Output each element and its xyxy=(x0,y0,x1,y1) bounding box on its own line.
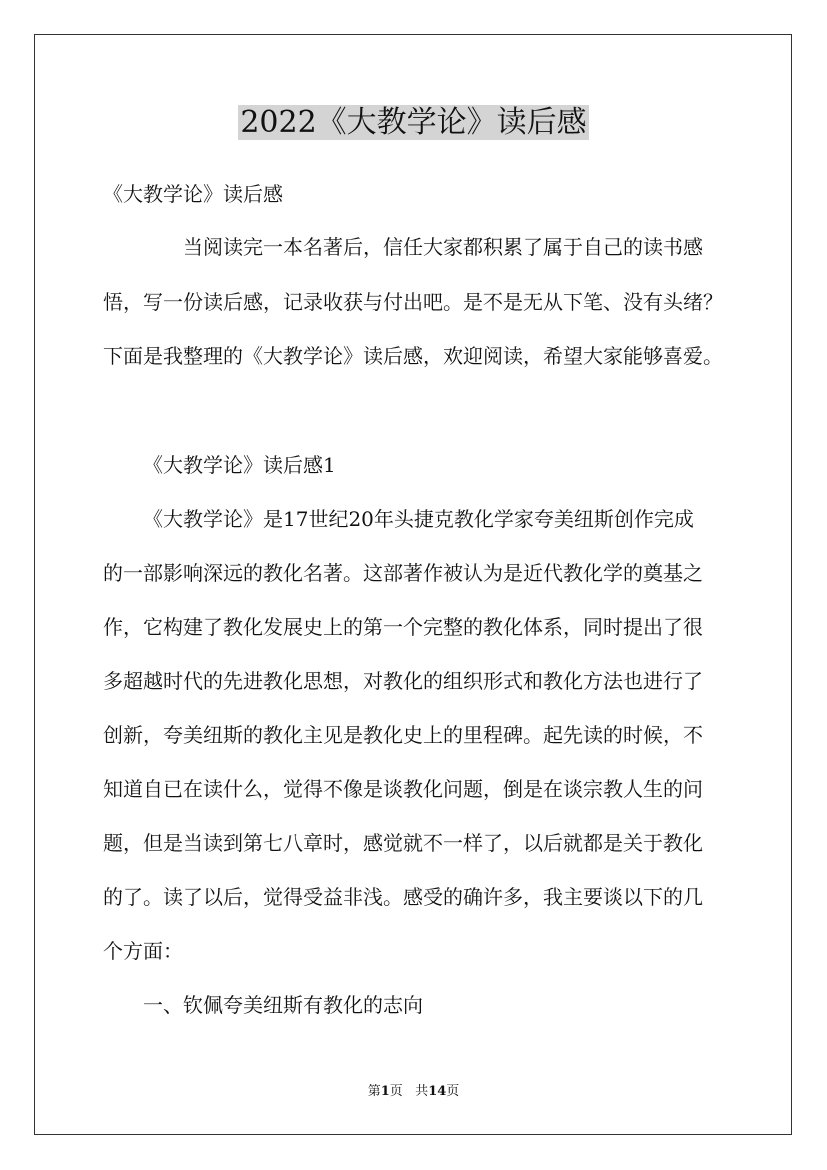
footer-total-pages: 14 xyxy=(428,1084,447,1099)
page-footer xyxy=(0,1083,827,1101)
footer-page-number: 1 xyxy=(380,1084,390,1099)
body-line: 创新，夸美纽斯的教化主见是教化史上的里程碑。起先读的时候，不 xyxy=(103,723,703,747)
body-line: 知道自已在读什么，觉得不像是谈教化问题，倒是在谈宗教人生的问 xyxy=(103,777,703,801)
footer-total-prefix: 共 xyxy=(415,1084,429,1099)
point-heading: 一、钦佩夸美纽斯有教化的志向 xyxy=(143,993,423,1017)
intro-line: 当阅读完一本名著后，信任大家都积累了属于自己的读书感 xyxy=(183,235,703,259)
body-line: 作，它构建了教化发展史上的第一个完整的教化体系，同时提出了很 xyxy=(103,615,703,639)
body-line: 的了。读了以后，觉得受益非浅。感受的确许多，我主要谈以下的几 xyxy=(103,885,703,909)
document-title-text: 2022《大教学论》读后感 xyxy=(240,105,587,140)
body-line: 的一部影响深远的教化名著。这部著作被认为是近代教化学的奠基之 xyxy=(103,561,703,585)
intro-line: 下面是我整理的《大教学论》读后感，欢迎阅读，希望大家能够喜爱。 xyxy=(103,344,723,368)
body-line: 《大教学论》是17世纪20年头捷克教化学家夸美纽斯创作完成 xyxy=(143,507,694,531)
body-line: 多超越时代的先进教化思想，对教化的组织形式和教化方法也进行了 xyxy=(103,669,703,693)
intro-line: 悟，写一份读后感，记录收获与付出吧。是不是无从下笔、没有头绪？ xyxy=(103,290,723,314)
section-heading: 《大教学论》读后感1 xyxy=(143,453,336,477)
body-line: 个方面： xyxy=(103,939,183,963)
body-line: 题，但是当读到第七八章时，感觉就不一样了，以后就都是关于教化 xyxy=(103,831,703,855)
footer-page-prefix: 第 xyxy=(367,1084,381,1099)
document-subtitle: 《大教学论》读后感 xyxy=(103,182,283,206)
footer-total-suffix: 页 xyxy=(446,1084,460,1099)
document-title xyxy=(0,100,827,146)
footer-page-suffix: 页 xyxy=(389,1084,403,1099)
